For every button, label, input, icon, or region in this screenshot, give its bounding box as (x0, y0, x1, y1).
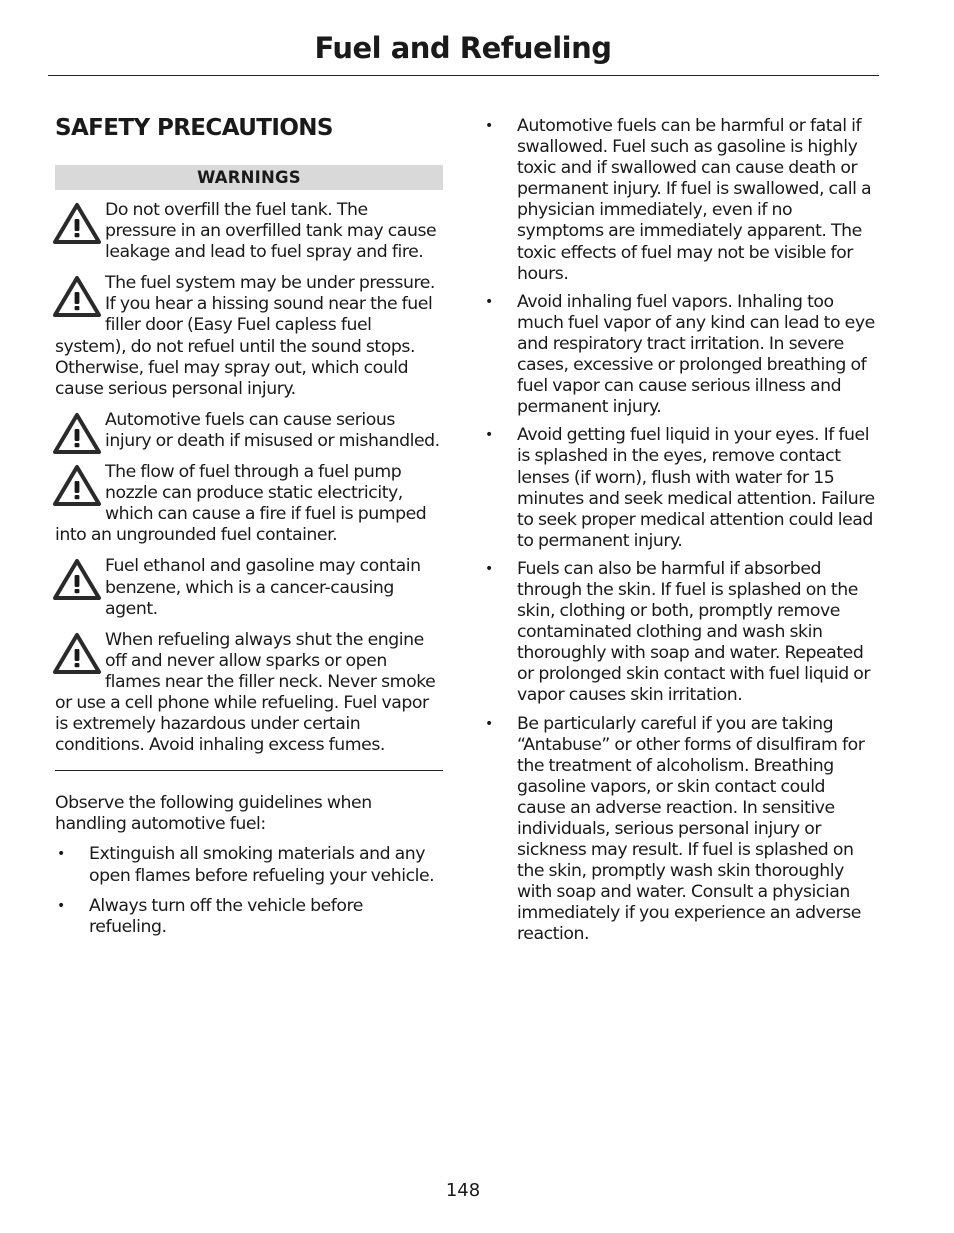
guidelines-intro: Observe the following guidelines when handling automotive fuel: (55, 793, 372, 835)
warning-item (55, 556, 443, 619)
bullet-icon: • (57, 897, 65, 914)
warning-triangle-icon (52, 275, 102, 319)
list-item-text: Be particularly careful if you are taking “Antabuse” or other forms of disulfiram for the treatment of alcoholism. Breathing gasoline vapors, or skin contact could cause an adverse reaction. In sensitive individuals, serious personal injury or sickness may result. If fuel is splashed on the skin, promptly wash skin thoroughly with soap and water. Consult a physician immediately if you experience an adverse reaction. (517, 713, 865, 945)
warning-triangle-icon (52, 558, 102, 602)
left-column (55, 113, 443, 938)
page-title: Fuel and Refueling (314, 31, 612, 65)
warning-item (55, 273, 443, 400)
warning-item (55, 200, 443, 263)
bullet-icon: • (485, 560, 493, 577)
bullet-icon: • (485, 715, 493, 732)
title-rule (48, 75, 879, 76)
warnings-header: WARNINGS (55, 165, 443, 190)
bullet-icon: • (485, 293, 493, 310)
list-item-text: Fuels can also be harmful if absorbed through the skin. If fuel is splashed on the skin, clothing or both, promptly remove contaminated clothing and wash skin thoroughly with soap and water. Repeated or prolonged skin contact with fuel liquid or vapor causes skin irritation. (517, 558, 871, 706)
warning-triangle-icon (52, 412, 102, 456)
page-number: 148 (445, 1180, 481, 1201)
list-item (55, 844, 443, 886)
list-item-text: Avoid inhaling fuel vapors. Inhaling too much fuel vapor of any kind can lead to eye and respiratory tract irritation. In severe cases, excessive or prolonged breathing of fuel vapor can cause serious illness and permanent injury. (517, 291, 875, 418)
warnings-end-rule (55, 770, 443, 771)
list-item (483, 559, 875, 707)
warning-text: The fuel system may be under pressure. If you hear a hissing sound near the fuel filler door (Easy Fuel capless fuel system), do not refuel until the sound stops. Otherwise, fuel may spray out, which could cause serious personal injury. (55, 273, 435, 399)
warning-text: Automotive fuels can cause serious injury or death if misused or mishandled. (105, 409, 440, 451)
warnings-list (55, 200, 443, 756)
warning-text: Do not overfill the fuel tank. The pressure in an overfilled tank may cause leakage and lead to fuel spray and fire. (105, 200, 437, 263)
list-item-text: Always turn off the vehicle before refueling. (89, 895, 363, 937)
list-item-text: Automotive fuels can be harmful or fatal if swallowed. Fuel such as gasoline is highly toxic and if swallowed can cause death or permanent injury. If fuel is swallowed, call a physician immediately, even if no symptoms are immediately apparent. The toxic effects of fuel may not be visible for hours. (517, 116, 872, 284)
list-item (483, 292, 875, 419)
warning-item (55, 630, 443, 757)
bullet-icon: • (57, 846, 65, 863)
list-item (483, 425, 875, 552)
list-item-text: Avoid getting fuel liquid in your eyes. If fuel is splashed in the eyes, remove contact lenses (if worn), flush with water for 15 minutes and seek medical attention. Failure to seek proper medical attention could lead to permanent injury. (517, 425, 875, 551)
warning-triangle-icon (52, 202, 102, 246)
warning-triangle-icon (52, 464, 102, 508)
warning-triangle-icon (52, 632, 102, 676)
warning-text: When refueling always shut the engine off and never allow sparks or open flames near the filler neck. Never smoke or use a cell phone while refueling. Fuel vapor is extremely hazardous under certain conditions. Avoid inhaling excess fumes. (55, 629, 436, 756)
warning-item (55, 462, 443, 546)
list-item-text: Extinguish all smoking materials and any open flames before refueling your vehicle. (89, 844, 435, 886)
bullet-icon: • (485, 427, 493, 444)
guidelines-list-left (55, 844, 443, 937)
warning-item (55, 410, 443, 452)
list-item (483, 116, 875, 285)
list-item (483, 714, 875, 946)
bullet-icon: • (485, 118, 493, 134)
section-heading: SAFETY PRECAUTIONS (55, 115, 333, 141)
right-column (483, 116, 875, 946)
warning-text: The flow of fuel through a fuel pump nozzle can produce static electricity, which can cause a fire if fuel is pumped into an ungrounded fuel container. (55, 462, 427, 546)
guidelines-list-right (483, 116, 875, 946)
warning-text: Fuel ethanol and gasoline may contain benzene, which is a cancer-causing agent. (105, 556, 421, 619)
list-item (55, 896, 443, 938)
